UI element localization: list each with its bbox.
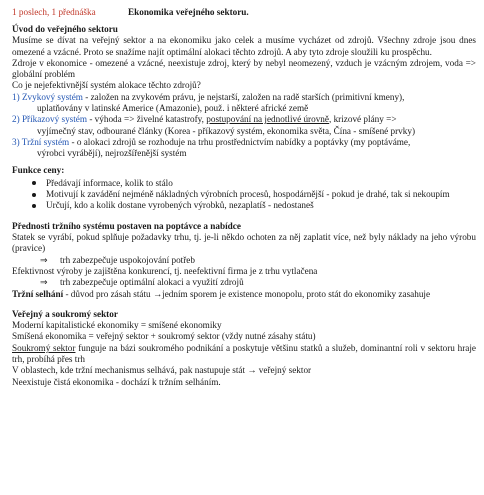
sectors-line-1: Moderní kapitalistické ekonomiky = smíšené ekonomiky [12, 320, 222, 331]
advantages-paragraph-1: Statek se vyrábí, pokud splňuje požadavky trhu, tj. je-li někdo ochoten za něj zaplatit více, než byly náklady na jeho výrobu (pravice) [12, 232, 476, 254]
right-arrow-icon: → [152, 288, 163, 299]
intro-paragraph-1: Musíme se dívat na veřejný sektor a na ekonomiku jako celek a musíme vycházet od zdrojů. Všechny zdroje jsou dnes omezené a vzácné. Proto se snažíme najít optimální alokaci těchto zdrojů. A aby tyto zdroje sloužili ku prospěchu. [12, 35, 476, 57]
double-arrow-icon: ⇒ [40, 277, 48, 288]
system-item-2-continued: vyjímečný stav, odbourané články (Korea - příkazový systém, ekonomika světa, Čína - smíšené prvky) [37, 125, 416, 136]
market-failure-label: Tržní selhání [12, 288, 64, 299]
intro-question: Co je nejefektivnější systém alokace těchto zdrojů? [12, 80, 201, 91]
section-heading-functions: Funkce ceny: [12, 164, 65, 175]
sectors-line-4: V oblastech, kde tržní mechanismus selhává, pak nastupuje stát → veřejný sektor [12, 365, 312, 376]
bullet-icon [32, 181, 36, 185]
document-header [12, 7, 476, 20]
intro-paragraph-2: Zdroje v ekonomice - omezené a vzácné, neexistuje zdroj, který by nebyl neomezený, vzduch je vzácným zdrojem, voda => globální problém [12, 57, 476, 80]
bullet-icon [32, 193, 36, 197]
list-item: Určují, kdo a kolik dostane vyrobených výrobků, nezaplatíš - nedostaneš [32, 200, 476, 211]
system-label-2: 2) Příkazový systém [12, 114, 88, 125]
private-sector-term: Soukromý sektor [12, 342, 76, 353]
sectors-line-2: Smíšená ekonomika = veřejný sektor + soukromý sektor (vždy nutné zásahy státu) [12, 331, 316, 342]
bullet-icon [32, 204, 36, 208]
section-public-private [12, 309, 476, 388]
course-meta: 1 poslech, 1 přednáška [12, 7, 96, 17]
system-item-2: 2) Příkazový systém - výhoda => živelné katastrofy, postupování na jednotlivé úrovně, krizové plány => [12, 114, 397, 125]
section-price-functions [12, 165, 476, 212]
document-title: Ekonomika veřejného sektoru. [127, 7, 249, 17]
system-item-3-continued: výrobci vyrábějí), nejrozšířenější systém [37, 148, 187, 159]
list-item: Předávají informace, kolik to stálo [32, 178, 476, 189]
system-item-1: 1) Zvykový systém - založen na zvykovém právu, je nejstarší, založen na radě starších (primitivní kmeny), [12, 91, 405, 102]
double-arrow-icon: ⇒ [40, 254, 48, 265]
list-item: Motivují k zavádění nejméně nákladných výrobních procesů, hospodárnější - pokud je drahé, tak si nekoupím [32, 189, 476, 200]
arrow-point-1: ⇒ trh zabezpečuje uspokojování potřeb [40, 254, 195, 265]
section-market-advantages [12, 221, 476, 300]
functions-list [12, 178, 476, 212]
system-item-3: 3) Tržní systém - o alokaci zdrojů se rozhoduje na trhu prostřednictvím nabídky a poptávky (my poptáváme, [12, 136, 411, 147]
section-heading-advantages: Přednosti tržního systému postaven na poptávce a nabídce [12, 220, 241, 231]
system-label-1: 1) Zvykový systém [12, 91, 83, 102]
section-heading-sectors: Veřejný a soukromý sektor [12, 308, 118, 319]
market-failure-line: Tržní selhání - důvod pro zásah státu →jedním sporem je existence monopolu, proto stát do ekonomiky zasahuje [12, 288, 431, 299]
sectors-line-3: Soukromý sektor funguje na bázi soukromého podnikání a poskytuje většinu statků a služeb, dominantní roli v sektoru hraje trh, probíhá přes trh [12, 342, 476, 365]
system-label-3: 3) Tržní systém [12, 136, 70, 147]
advantages-paragraph-2: Efektivnost výroby je zajištěna konkurencí, tj. neefektivní firma je z trhu vytlačena [12, 265, 318, 276]
section-intro [12, 24, 476, 160]
sectors-line-5: Neexistuje čistá ekonomika - dochází k tržním selháním. [12, 376, 221, 387]
arrow-point-2: ⇒ trh zabezpečuje optimální alokaci a využití zdrojů [40, 277, 244, 288]
section-heading-intro: Úvod do veřejného sektoru [12, 24, 118, 34]
system-item-1-continued: uplatňovány v latinské Americe (Amazonie), použ. i některé africké země [37, 103, 309, 114]
